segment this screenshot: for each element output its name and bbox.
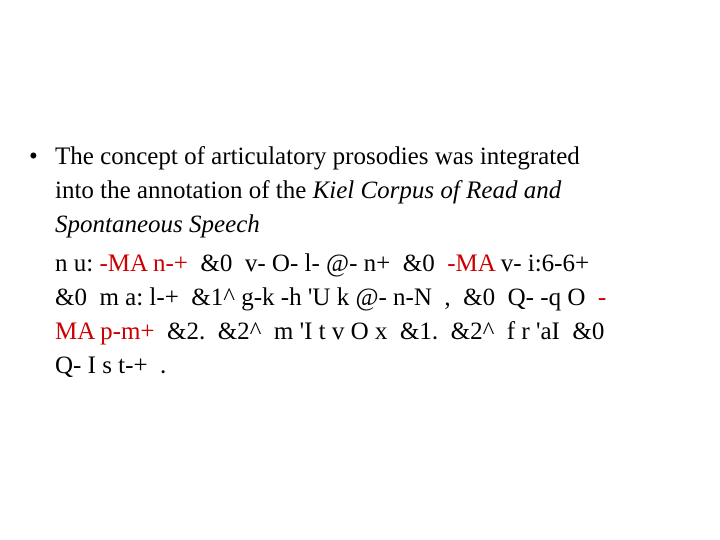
prosody-segment: p-m+ (93, 318, 155, 345)
segment: n u: (55, 250, 100, 277)
intro-line-1: The concept of articulatory prosodies was integrated (55, 143, 580, 170)
prosody-marker-ma: MA (55, 318, 94, 345)
bullet-icon: • (29, 143, 38, 170)
transcription-line-3 (55, 315, 695, 349)
segment: &0 v- O- l- @- n+ &0 (187, 250, 448, 277)
transcription-line-2 (55, 281, 695, 315)
intro-text (55, 140, 695, 242)
prosody-marker-ma: -MA (99, 250, 147, 277)
segment (94, 318, 604, 345)
transcription-line-1 (55, 247, 695, 281)
intro-line-2 (55, 174, 695, 208)
corpus-name-part-2: Spontaneous Speech (55, 211, 260, 238)
prosody-marker-ma: - (597, 284, 607, 311)
segment: v- i:6-6+ (494, 250, 590, 277)
transcription-line-4 (55, 349, 695, 383)
segment: Q- I s t-+ . (55, 352, 167, 379)
intro-line-2-plain: into the annotation of the (55, 177, 313, 204)
corpus-name-part-1: Kiel Corpus of Read and (312, 177, 562, 204)
segment (147, 250, 448, 277)
segment: &0 m a: l-+ &1^ g-k -h 'U k @- n-N , &0 Q- -q O (55, 284, 598, 311)
prosody-marker-ma: -MA (447, 250, 495, 277)
transcription-block (55, 247, 695, 383)
prosody-segment: n-+ (146, 250, 188, 277)
segment: &2. &2^ m 'I t v O x &1. &2^ f r 'aI &0 (154, 318, 605, 345)
